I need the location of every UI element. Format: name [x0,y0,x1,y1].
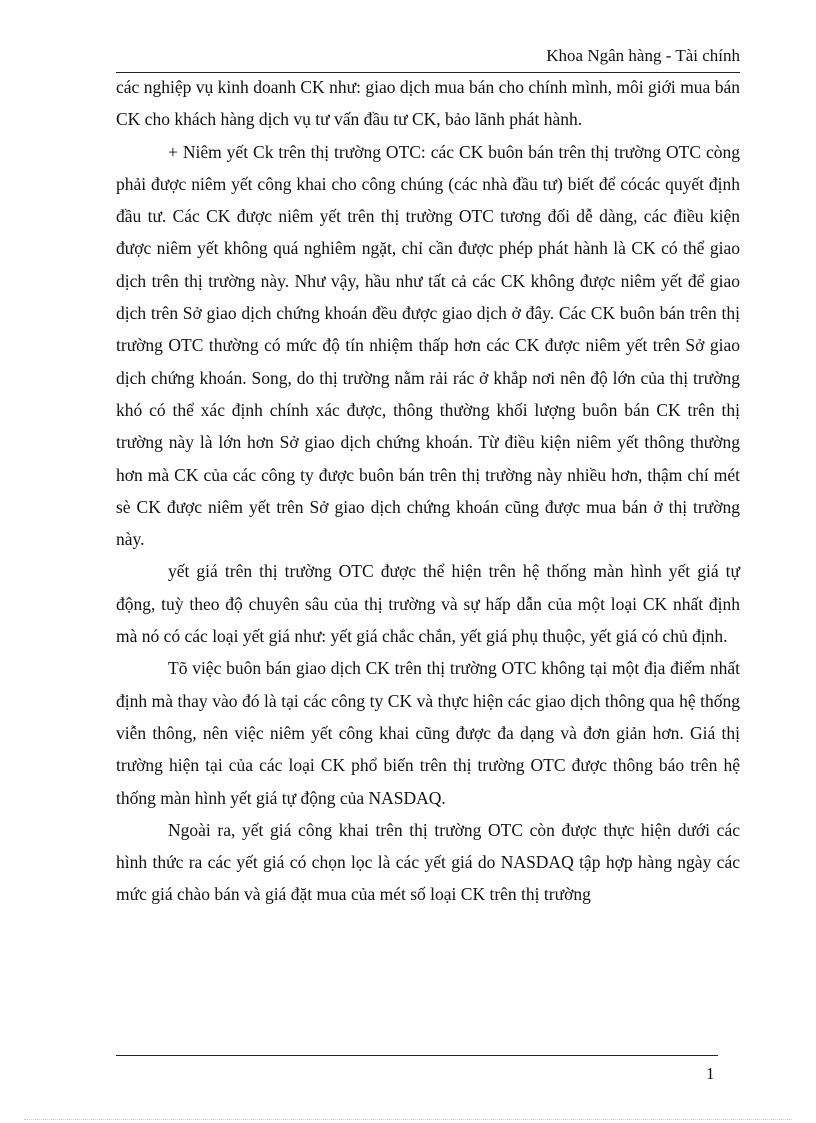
page-edge [24,1119,792,1120]
paragraph-trading: Tõ việc buôn bán giao dịch CK trên thị trường OTC không tại một địa điểm nhất định mà thay vào đó là tại các công ty CK và thực hiện các giao dịch thông qua hệ thống viễn thông, nên việc niêm yết công khai cũng được đa dạng và đơn giản hơn. Giá thị trường hiện tại của các loại CK phổ biến trên thị trường OTC được thông báo trên hệ thống màn hình yết giá tự động của NASDAQ. [116,658,740,808]
paragraph-additional: Ngoài ra, yết giá công khai trên thị trường OTC còn được thực hiện dưới các hình thức ra các yết giá có chọn lọc là các yết giá do NASDAQ tập hợp hàng ngày các mức giá chào bán và giá đặt mua của mét số loại CK trên thị trường [116,819,740,905]
footer-divider [116,1055,718,1056]
page-header [116,44,740,73]
paragraph-otc-listing: + Niêm yết Ck trên thị trường OTC: các CK buôn bán trên thị trường OTC còng phải được niêm yết công khai cho công chúng (các nhà đầu tư) biết để cócác quyết định đầu tư. Các CK được niêm yết trên thị trường OTC tương đối dễ dàng, các điều kiện được niêm yết không quá nghiêm ngặt, chỉ cần được phép phát hành là CK có thể giao dịch trên thị trường này. Như vậy, hầu như tất cả các CK không được niêm yết để giao dịch trên Sở giao dịch chứng khoán đều được giao dịch ở đây. Các CK buôn bán trên thị trường OTC thường có mức độ tín nhiệm thấp hơn các CK được niêm yết trên Sở giao dịch chứng khoán. Song, do thị trường nằm rải rác ở khắp nơi nên độ lớn của thị trường khó có thể xác định chính xác được, thông thường khối lượng buôn bán CK trên thị trường này là lớn hơn Sở giao dịch chứng khoán. Từ điều kiện niêm yết thông thường hơn mà CK của các công ty được buôn bán trên thị trường này nhiều hơn, thậm chí mét sè CK được niêm yết trên Sở giao dịch chứng khoán cũng được mua bán ở thị trường này. [116,141,740,550]
page-number: 1 [706,1064,715,1083]
paragraph-quotation: yết giá trên thị trường OTC được thể hiện trên hệ thống màn hình yết giá tự động, tuỳ theo độ chuyên sâu của thị trường và sự hấp dẫn của một loại CK nhất định mà nó có các loại yết giá như: yết giá chắc chắn, yết giá phụ thuộc, yết giá có chủ định. [116,561,740,647]
document-body [116,71,740,911]
header-title: Khoa Ngân hàng - Tài chính [546,46,740,65]
paragraph-continuation: các nghiệp vụ kinh doanh CK như: giao dịch mua bán cho chính mình, môi giới mua bán CK cho khách hàng dịch vụ tư vấn đầu tư CK, bảo lãnh phát hành. [116,77,740,130]
